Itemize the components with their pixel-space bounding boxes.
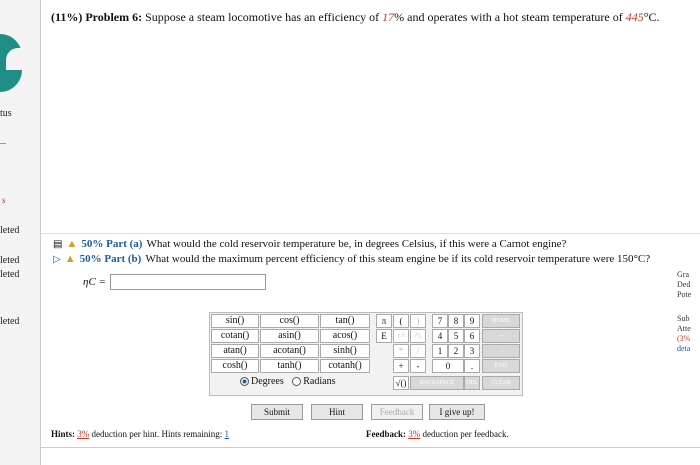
cos-button[interactable]: cos() <box>260 314 319 328</box>
zero-button[interactable]: 0 <box>432 359 464 373</box>
side-logo-cutout <box>6 48 22 70</box>
details-link[interactable]: deta <box>677 344 691 353</box>
tanh-button[interactable]: tanh() <box>260 359 319 373</box>
side-red-mark-icon: s <box>2 195 6 205</box>
two-button[interactable]: 2 <box>448 344 464 358</box>
sin-button[interactable]: sin() <box>211 314 259 328</box>
atan-button[interactable]: atan() <box>211 344 259 358</box>
problem-panel <box>40 0 700 465</box>
side-label-completed-1: leted <box>0 225 20 236</box>
side-label-completed-3: leted <box>0 269 20 280</box>
backspace-button[interactable]: BACKSPACE <box>410 376 464 390</box>
side-marker <box>0 143 6 144</box>
deduction-pct: (3% <box>677 334 691 343</box>
calculator <box>209 312 523 396</box>
asin-button[interactable]: asin() <box>260 329 319 343</box>
answer-label: ηC = <box>83 276 106 288</box>
part-b-arrow-icon[interactable]: ▷ <box>53 253 61 265</box>
sqrt-button[interactable]: √() <box>393 376 409 390</box>
eight-button[interactable]: 8 <box>448 314 464 328</box>
tan-button[interactable]: tan() <box>320 314 370 328</box>
cotanh-button[interactable]: cotanh() <box>320 359 370 373</box>
divider <box>41 233 700 234</box>
temperature-value: 445 <box>625 10 644 24</box>
part-b-warning-icon: ▲ <box>64 253 76 265</box>
hints-remaining: 1 <box>224 429 229 439</box>
problem-text-b: % and operates with a hot steam temperature of <box>394 10 623 24</box>
left-arrow-button[interactable]: — <box>482 329 520 343</box>
angle-mode-group <box>240 376 335 387</box>
side-label-completed-2: leted <box>0 255 20 266</box>
part-b-label: 50% Part (b) <box>79 253 142 265</box>
four-button[interactable]: 4 <box>432 329 448 343</box>
part-b-question: What would the maximum percent efficiency of this steam engine be if its cold reservoir temperature were 150°C? <box>145 253 651 265</box>
answer-input[interactable] <box>110 274 266 290</box>
caret-button[interactable]: ^\ <box>410 329 426 343</box>
feedback-button[interactable]: Feedback <box>371 404 423 420</box>
degrees-label: Degrees <box>251 376 284 387</box>
side-label-completed-4: leted <box>0 316 20 327</box>
radians-radio[interactable] <box>292 377 301 386</box>
efficiency-value: 17 <box>382 10 395 24</box>
six-button[interactable]: 6 <box>464 329 480 343</box>
problem-title: Problem 6: <box>85 10 143 24</box>
problem-text-c: °C. <box>643 10 660 24</box>
feedback-pct: 3% <box>408 429 421 439</box>
decimal-button[interactable]: . <box>464 359 480 373</box>
problem-text-a: Suppose a steam locomotive has an efficiency of <box>145 10 380 24</box>
grade-summary-label: Gra <box>677 270 689 279</box>
sinh-button[interactable]: sinh() <box>320 344 370 358</box>
feedback-line <box>366 429 509 439</box>
radians-label: Radians <box>303 376 336 387</box>
lparen-button[interactable]: ( <box>393 314 409 328</box>
part-b-row[interactable] <box>53 253 650 265</box>
part-a-label: 50% Part (a) <box>81 238 143 250</box>
side-label-status: tus <box>0 108 12 119</box>
hints-pct: 3% <box>77 429 90 439</box>
degrees-radio[interactable] <box>240 377 249 386</box>
submit-button[interactable]: Submit <box>251 404 303 420</box>
grade-summary <box>677 270 700 354</box>
part-a-warning-icon: ▲ <box>66 238 78 250</box>
e-button[interactable]: E <box>376 329 392 343</box>
attempts-label: Atte <box>677 324 691 333</box>
five-button[interactable]: 5 <box>448 329 464 343</box>
one-button[interactable]: 1 <box>432 344 448 358</box>
submissions-label: Sub <box>677 314 690 323</box>
deductions-label: Ded <box>677 280 691 289</box>
left-panel <box>0 0 40 465</box>
clear-button[interactable]: CLEAR <box>482 376 520 390</box>
feedback-label: Feedback: <box>366 429 406 439</box>
plus-button[interactable]: + <box>393 359 409 373</box>
hints-text: deduction per hint. Hints remaining: <box>91 429 223 439</box>
problem-statement <box>51 10 660 25</box>
three-button[interactable]: 3 <box>464 344 480 358</box>
part-a-expand-icon[interactable]: ▤ <box>53 238 63 250</box>
hints-label: Hints: <box>51 429 76 439</box>
right-arrow-button[interactable]: → <box>482 344 520 358</box>
power-button[interactable]: ↑^ <box>393 329 409 343</box>
acos-button[interactable]: acos() <box>320 329 370 343</box>
cotan-button[interactable]: cotan() <box>211 329 259 343</box>
hints-line <box>51 429 229 439</box>
end-button[interactable]: END <box>482 359 520 373</box>
answer-row <box>83 274 266 290</box>
hint-button[interactable]: Hint <box>311 404 363 420</box>
give-up-button[interactable]: I give up! <box>429 404 485 420</box>
acotan-button[interactable]: acotan() <box>260 344 319 358</box>
part-a-question: What would the cold reservoir temperature be, in degrees Celsius, if this were a Carnot engine? <box>146 238 567 250</box>
home-button[interactable]: HOME <box>482 314 520 328</box>
part-a-row[interactable] <box>53 238 566 250</box>
nine-button[interactable]: 9 <box>464 314 480 328</box>
problem-percent: (11%) <box>51 10 83 24</box>
multiply-button[interactable]: * <box>393 344 409 358</box>
seven-button[interactable]: 7 <box>432 314 448 328</box>
rparen-button[interactable]: ) <box>410 314 426 328</box>
del-button[interactable]: DEL <box>464 376 480 390</box>
divide-button[interactable]: / <box>410 344 426 358</box>
pi-button[interactable]: π <box>376 314 392 328</box>
feedback-text: deduction per feedback. <box>422 429 509 439</box>
bottom-divider <box>41 447 700 448</box>
cosh-button[interactable]: cosh() <box>211 359 259 373</box>
potential-label: Pote <box>677 290 692 299</box>
minus-button[interactable]: - <box>410 359 426 373</box>
